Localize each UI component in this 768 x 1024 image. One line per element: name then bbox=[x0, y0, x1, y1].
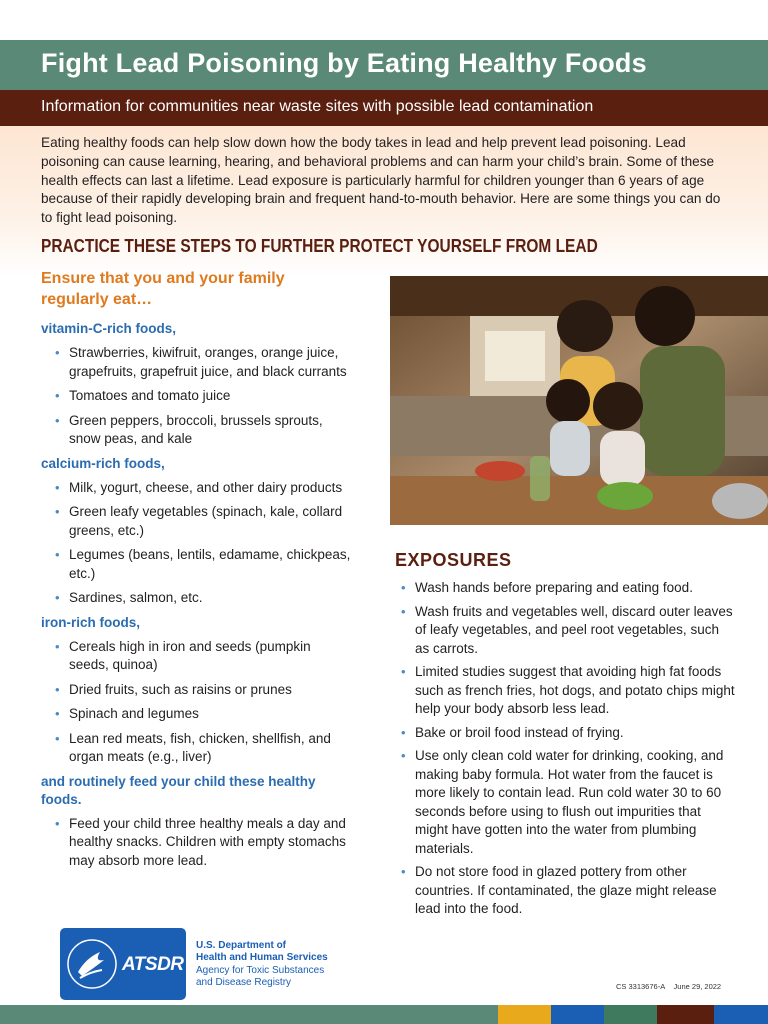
vitamin-group bbox=[41, 320, 351, 449]
list-item: • Lean red meats, fish, chicken, shellfish, and organ meats (e.g., liver) bbox=[55, 730, 331, 764]
list-item: • Sardines, salmon, etc. bbox=[55, 589, 351, 608]
family-cooking-photo bbox=[390, 276, 768, 525]
bullet-icon: • bbox=[55, 345, 60, 360]
bullet-icon: • bbox=[55, 479, 60, 495]
bar-segment bbox=[0, 1005, 498, 1024]
org-line: U.S. Department of bbox=[196, 940, 287, 951]
bar-segment bbox=[604, 1005, 657, 1024]
org-line: and Disease Registry bbox=[196, 976, 292, 988]
bullet-icon: • bbox=[55, 638, 60, 654]
list-item: • Wash hands before preparing and eating food. bbox=[401, 579, 735, 598]
bar-segment bbox=[551, 1005, 604, 1024]
org-line: Health and Human Services bbox=[196, 952, 328, 964]
bullet-icon: • bbox=[55, 815, 60, 831]
bullet-icon: • bbox=[55, 590, 60, 605]
bullet-icon: • bbox=[55, 547, 60, 562]
calcium-group bbox=[41, 455, 351, 608]
atsdr-logo bbox=[60, 928, 186, 1000]
child-group bbox=[41, 773, 351, 871]
bullet-icon: • bbox=[401, 724, 406, 740]
bullet-icon: • bbox=[55, 504, 60, 519]
list-item: • Do not store food in glazed pottery from other countries. If contaminated, the glaze might release lead into the food. bbox=[401, 864, 717, 916]
bar-segment bbox=[498, 1005, 551, 1024]
iron-heading: iron-rich foods, bbox=[41, 614, 140, 630]
document-code bbox=[616, 982, 721, 991]
list-item: • Cereals high in iron and seeds (pumpkin seeds, quinoa) bbox=[55, 638, 311, 672]
bullet-icon: • bbox=[55, 681, 60, 697]
bullet-icon: • bbox=[401, 748, 406, 763]
subtitle-band bbox=[0, 90, 768, 126]
list-item: • Use only clean cold water for drinking, cooking, and making baby formula. Hot water from the faucet is more likely to contain lead. Run cold water 30 to 60 seconds before using to flush out impurities that might have gotten into the water from plumbing materials. bbox=[401, 748, 724, 856]
bullet-icon: • bbox=[401, 580, 406, 595]
list-item: • Strawberries, kiwifruit, oranges, orange juice, grapefruits, grapefruit juice, and black currants bbox=[55, 345, 347, 379]
bar-segment bbox=[657, 1005, 714, 1024]
list-item: • Green peppers, broccoli, brussels sprouts, snow peas, and kale bbox=[55, 412, 323, 446]
exposures-section bbox=[395, 550, 735, 924]
bullet-icon: • bbox=[401, 664, 406, 679]
bullet-icon: • bbox=[401, 864, 406, 879]
bullet-icon: • bbox=[55, 730, 60, 746]
bullet-icon: • bbox=[55, 412, 60, 428]
calcium-heading: calcium-rich foods, bbox=[41, 455, 165, 471]
page-title: Fight Lead Poisoning by Eating Healthy Foods bbox=[41, 48, 647, 78]
list-item: • Limited studies suggest that avoiding high fat foods such as french fries, hot dogs, and potato chips might help your body absorb less lead. bbox=[401, 664, 735, 716]
left-column bbox=[41, 268, 351, 876]
bottom-color-bar bbox=[0, 1005, 768, 1024]
list-item: • Green leafy vegetables (spinach, kale, collard greens, etc.) bbox=[55, 504, 343, 538]
bullet-icon: • bbox=[55, 706, 60, 721]
child-heading: and routinely feed your child these healthy foods. bbox=[41, 773, 316, 807]
list-item: • Wash fruits and vegetables well, discard outer leaves of leafy vegetables, and peel root vegetables, such as carrots. bbox=[401, 603, 733, 656]
doc-code: CS 3313676-A bbox=[616, 982, 666, 991]
section-heading: PRACTICE THESE STEPS TO FURTHER PROTECT YOURSELF FROM LEAD bbox=[41, 236, 598, 256]
family-cooking-illustration bbox=[390, 276, 768, 525]
exposures-heading: EXPOSURES bbox=[395, 550, 512, 570]
list-item: • Feed your child three healthy meals a day and healthy snacks. Children with empty stomachs may absorb more lead. bbox=[55, 815, 346, 868]
logo-text: ATSDR bbox=[122, 954, 184, 975]
org-line: Agency for Toxic Substances bbox=[196, 964, 325, 976]
bullet-icon: • bbox=[401, 603, 406, 619]
list-item: • Tomatoes and tomato juice bbox=[55, 387, 351, 406]
list-item: • Milk, yogurt, cheese, and other dairy products bbox=[55, 479, 351, 498]
bullet-icon: • bbox=[55, 388, 60, 403]
page-subtitle: Information for communities near waste sites with possible lead contamination bbox=[41, 98, 594, 115]
bar-segment bbox=[714, 1005, 768, 1024]
list-item: • Legumes (beans, lentils, edamame, chickpeas, etc.) bbox=[55, 547, 351, 581]
list-item: • Dried fruits, such as raisins or prunes bbox=[55, 681, 351, 700]
intro-paragraph: Eating healthy foods can help slow down how the body takes in lead and help prevent lead poisoning. Lead poisoning can cause learning, hearing, and behavioral problems and can harm your child’s brain. Some of these health effects can last a lifetime. Lead exposure is particularly harmful for children younger than 6 years of age because of their rapidly developing brain and frequent hand-to-mouth behavior. Here are some things you can do to fight lead poisoning. bbox=[41, 135, 721, 226]
org-block bbox=[196, 940, 328, 989]
top-strip bbox=[0, 0, 768, 40]
hhs-eagle-icon bbox=[60, 928, 120, 1000]
list-item: • Spinach and legumes bbox=[55, 705, 351, 724]
title-band bbox=[0, 40, 768, 90]
eat-heading: Ensure that you and your family regularly eat… bbox=[41, 270, 285, 308]
iron-group bbox=[41, 614, 351, 767]
doc-date: June 29, 2022 bbox=[673, 982, 722, 991]
vitamin-heading: vitamin-C-rich foods, bbox=[41, 321, 177, 336]
list-item: • Bake or broil food instead of frying. bbox=[401, 724, 735, 743]
